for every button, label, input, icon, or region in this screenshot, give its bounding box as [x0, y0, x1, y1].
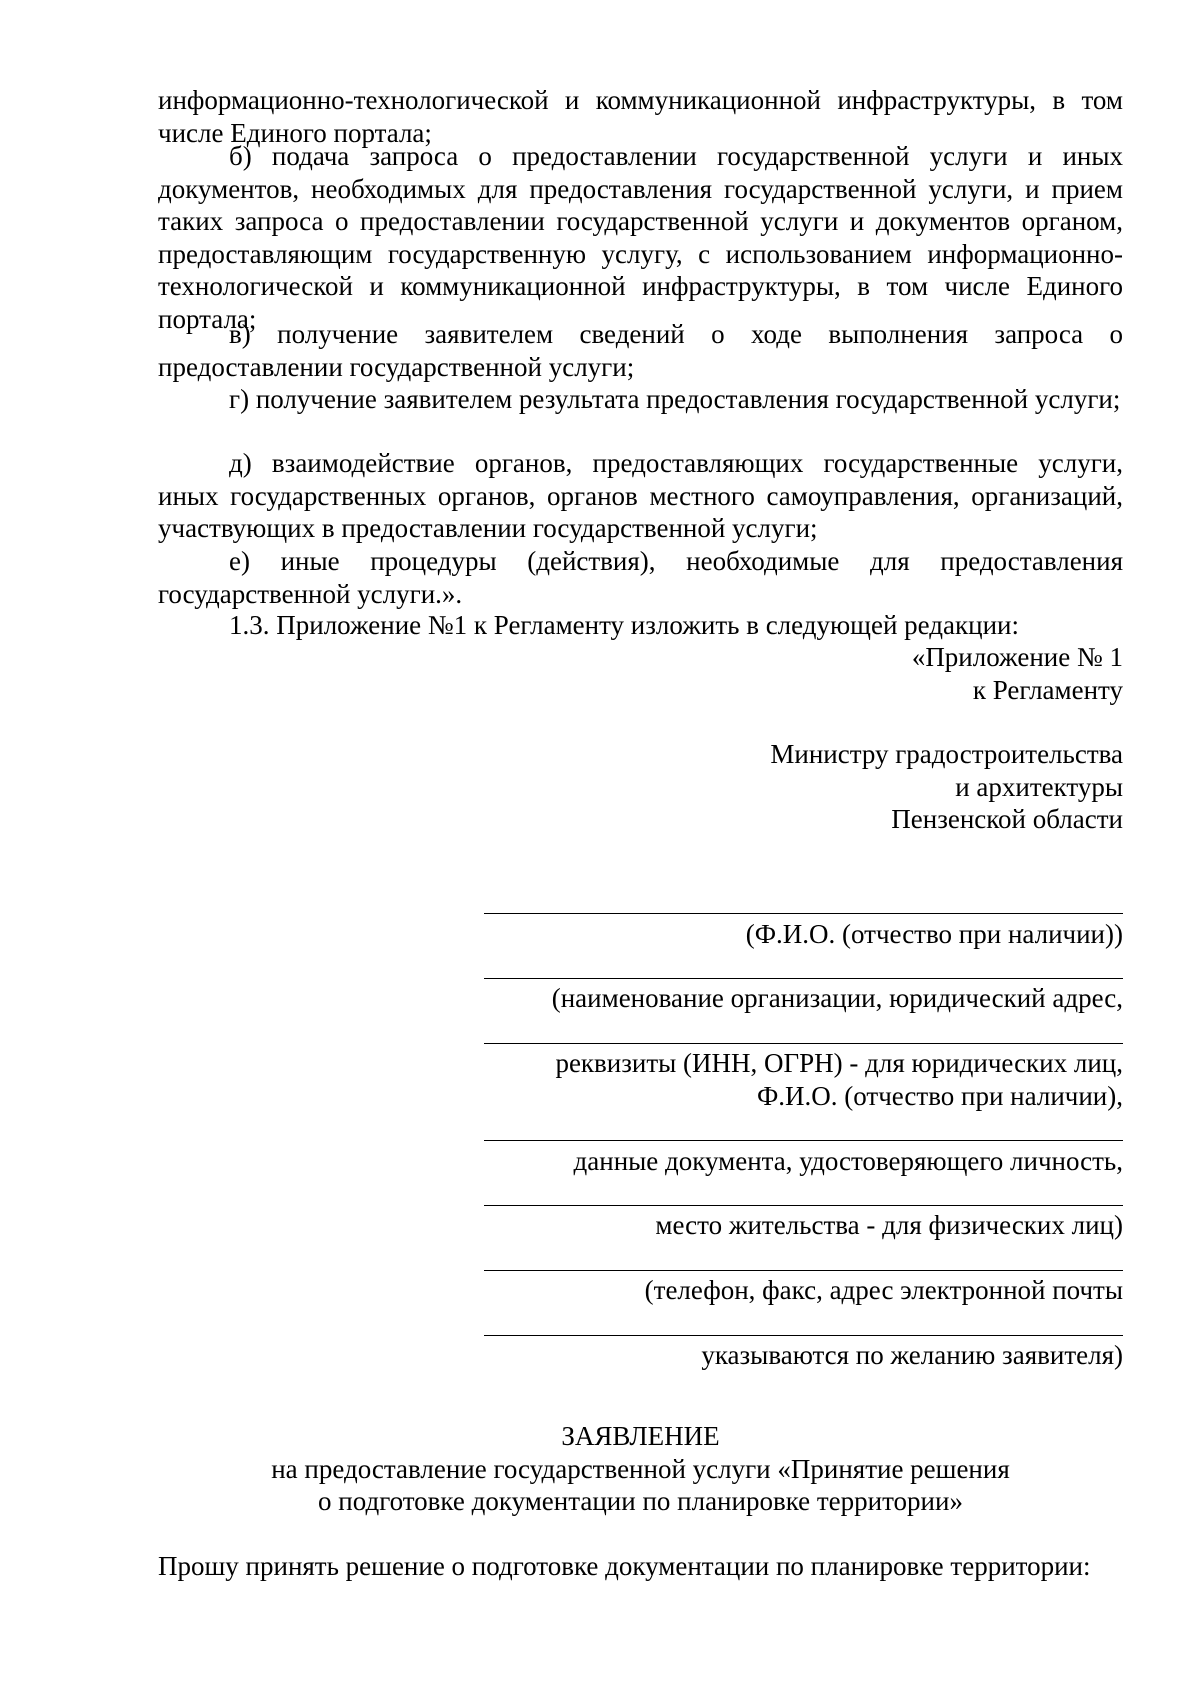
- field-caption-requisites: реквизиты (ИНН, ОГРН) - для юридических лиц,: [555, 1048, 1123, 1078]
- appendix-reference: к Регламенту: [972, 675, 1123, 705]
- blank-line-3: [484, 1043, 1123, 1044]
- field-caption-organization: (наименование организации, юридический адрес,: [551, 983, 1123, 1013]
- statement-subtitle-line-2: о подготовке документации по планировке территории»: [318, 1486, 963, 1516]
- addressee-line-2: и архитектуры: [955, 772, 1123, 802]
- statement-title: ЗАЯВЛЕНИЕ: [561, 1421, 720, 1451]
- field-caption-contacts: (телефон, факс, адрес электронной почты: [644, 1275, 1123, 1305]
- field-caption-fio-2: Ф.И.О. (отчество при наличии),: [756, 1081, 1123, 1111]
- paragraph-item-g: г) получение заявителем результата предоставления государственной услуги;: [229, 384, 1121, 414]
- paragraph-clause-1-3: 1.3. Приложение №1 к Регламенту изложить в следующей редакции:: [229, 610, 1019, 640]
- field-caption-residence: место жительства - для физических лиц): [655, 1210, 1123, 1240]
- paragraph-item-b: б) подача запроса о предоставлении государственной услуги и иных документов, необходимых для предоставления государственной услуги, и прием таких запроса о предоставлении государственной услуги и документов органом, предоставляющим государственную услугу, с использованием информационно-технологической и коммуникационной инфраструктуры, в том числе Единого портала;: [158, 141, 1123, 334]
- request-text: Прошу принять решение о подготовке документации по планировке территории:: [158, 1551, 1091, 1581]
- paragraph-item-d: д) взаимодействие органов, предоставляющих государственные услуги, иных государственных органов, органов местного самоуправления, организаций, участвующих в предоставлении государственной услуги;: [158, 448, 1123, 543]
- appendix-number: «Приложение № 1: [911, 642, 1123, 672]
- blank-line-2: [484, 978, 1123, 979]
- blank-line-7: [484, 1335, 1123, 1336]
- addressee-line-3: Пензенской области: [891, 804, 1123, 834]
- blank-line-5: [484, 1205, 1123, 1206]
- statement-subtitle-line-1: на предоставление государственной услуги «Принятие решения: [271, 1454, 1010, 1484]
- paragraph-item-e: е) иные процедуры (действия), необходимые для предоставления государственной услуги.».: [158, 546, 1123, 609]
- field-caption-fio: (Ф.И.О. (отчество при наличии)): [745, 919, 1123, 949]
- addressee-line-1: Министру градостроительства: [770, 739, 1123, 769]
- field-caption-optional-note: указываются по желанию заявителя): [701, 1340, 1123, 1370]
- blank-line-1: [484, 913, 1123, 914]
- blank-line-6: [484, 1270, 1123, 1271]
- blank-line-4: [484, 1140, 1123, 1141]
- paragraph-item-v: в) получение заявителем сведений о ходе выполнения запроса о предоставлении государственной услуги;: [158, 319, 1123, 382]
- paragraph-continuation: информационно-технологической и коммуникационной инфраструктуры, в том числе Единого портала;: [158, 85, 1123, 148]
- field-caption-identity-document: данные документа, удостоверяющего личность,: [573, 1146, 1123, 1176]
